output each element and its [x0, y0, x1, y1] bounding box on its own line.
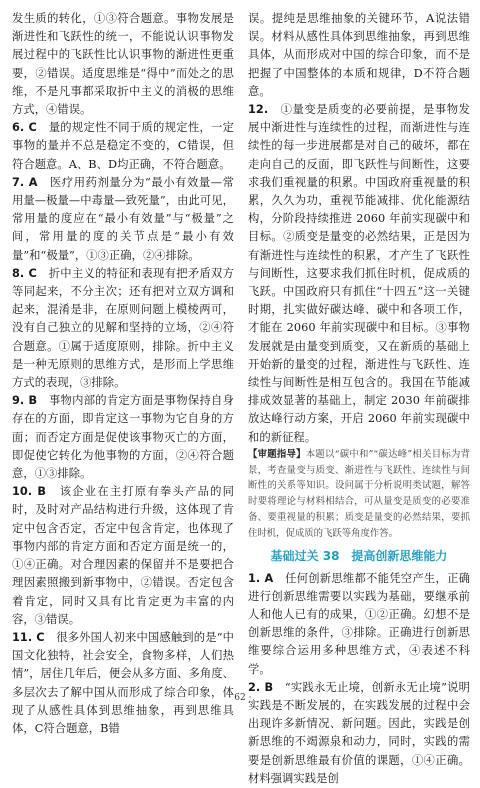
guide-text: 本题以“碳中和”“碳达峰”相关目标为背景，考查量变与质变、渐进性与飞跃性、连续性与间断性的关系等知识。设问属于分析说明类试题，解答时要将理论与材料相结合，可从量变是质变的必要准备、要重视量的积累；质变是量变的必然结果，要抓住时机，促成质的飞跃等角度作答。	[248, 448, 470, 539]
answer-number: 2. B	[248, 680, 274, 694]
review-guide	[248, 447, 470, 542]
paragraph-text: 折中主义的特征和表现有把矛盾双方等同起来，不分主次；还有把对立双方调和起来，混淆是非，在原则问题上模棱两可，没有自己独立的见解和坚持的立场，②④符合题意。①属于适度原则，排除。折中主义是一种无原则的思维方式，是形而上学思维方式的表现，③排除。	[12, 266, 234, 390]
answer-number: 8. C	[12, 266, 37, 280]
guide-tag: 【审题指导】	[248, 448, 306, 460]
paragraph-text: 量的规定性不同于质的规定性，一定事物的量并不总是稳定不变的，C错误，但符合题意。A、B、D均正确，不符合题意。	[12, 121, 234, 171]
paragraph-text: 事物内部的肯定方面是事物保持自身存在的方面，即肯定这一事物为它自身的方面；而否定方面是促使该事物灭亡的方面，即促使它转化为他事物的方面，②④符合题意，①③排除。	[12, 394, 234, 481]
paragraph-text: 该企业在主打原有拳头产品的同时，及时对产品结构进行升级，这体现了肯定中包含否定，否定中包含肯定，也体现了事物内部的肯定方面和否定方面是统一的，①④正确。对合理因素的保留并不是要把合理因素照搬到新事物中，②错误。否定包含着肯定，同时又具有比肯定更为丰富的内容，③错误。	[12, 485, 234, 626]
paragraph-text: 医疗用药剂量分为“最小有效量—常用量—极量—中毒量—致死量”，由此可见，常用量的度应在“最小有效量”与“极量”之间，常用量的度的关节点是“最小有效量”和“极量”，①③正确，②④排除。	[12, 175, 234, 262]
answer-number: 10. B	[12, 485, 46, 499]
answer-number: 1. A	[248, 571, 274, 585]
section-title: 基础过关 38 提高创新思维能力	[270, 548, 448, 563]
left-column	[12, 10, 234, 738]
paragraph-text: 很多外国人初来中国感触到的是“中国文化独特，社会安全，食物多样，人们热情”，居住几年后，便会从多方面、多角度、多层次去了解中国从而形成了综合印象，体现了从感性具体到思维抽象，再到思维具体，C符合题意，B错	[12, 630, 234, 735]
answer-number: 6. C	[12, 121, 37, 135]
answer-paragraph	[248, 10, 470, 101]
answer-paragraph	[248, 101, 470, 447]
answer-paragraph	[12, 265, 234, 392]
answer-paragraph	[12, 483, 234, 629]
answer-paragraph	[12, 392, 234, 483]
paragraph-text: 发生质的转化，①③符合题意。事物发展是渐进性和飞跃性的统一，不能说认识事物发展过程中的飞跃性比认识事物的渐进性更重要，②错误。适度思维是“得中”而处之的思维，不是凡事都采取折中主义的消极的思维方式，④错误。	[12, 12, 234, 117]
answer-number: 11. C	[12, 630, 45, 644]
answer-paragraph	[248, 570, 470, 679]
paragraph-text: ①量变是质变的必要前提，是事物发展中渐进性与连续性的过程，而渐进性与连续性的每一步进展都是对自己的破坏，都在走向自己的反面，即飞跃性与间断性，这要求我们重视量的积累。中国政府重视量的积累，久久为功，重视节能减排、优化能源结构，分阶段持续推进 2060 年前实现碳中和目标。②质变是量变的必然结果，正是因为有渐进性与连续性的积累，才产生了飞跃性与间断性，这要求我们抓住时机，促成质的飞跃。中国政府只有抓住“十四五”这一关键时期，扎实做好碳达峰、碳中和各项工作，才能在 2060 年前实现碳中和目标。③事物发展就是由量变到质变，又在新质的基础上开始新的量变的过程，渐进性与飞跃性、连续性与间断性是相互包含的。我国在节能减排成效显著的基础上，制定 2030 年前碳排放达峰行动方案，开启 2060 年前实现碳中和的新征程。	[248, 103, 470, 444]
answer-number: 7. A	[12, 175, 38, 189]
paragraph-text: 任何创新思维都不能凭空产生，正确进行创新思维需要以实践为基础，要继承前人和他人已有的成果，①②正确。幻想不是创新思维的条件，③排除。正确进行创新思维要综合运用多种思维方式，④表述不科学。	[248, 571, 470, 676]
answer-paragraph	[12, 119, 234, 174]
right-column	[248, 10, 470, 788]
answer-number: 9. B	[12, 394, 38, 408]
paragraph-text: 误。提纯是思维抽象的关键环节，A说法错误。材料从感性具体到思维抽象，再到思维具体，从而形成对中国的综合印象，而不是把握了中国整体的本质和规律，D不符合题意。	[248, 12, 470, 98]
answer-paragraph	[12, 10, 234, 119]
answer-paragraph	[12, 174, 234, 265]
page-number: · 62 ·	[228, 693, 252, 703]
answer-number: 12.	[248, 103, 269, 117]
paragraph-text: “实践永无止境，创新永无止境”说明实践是不断发展的，在实践发展的过程中会出现许多新情况、新问题。因此，实践是创新思维的不竭源泉和动力，同时，实践的需要是创新思维最有价值的课题，①④正确。材料强调实践是创	[248, 680, 470, 785]
answer-paragraph	[12, 629, 234, 738]
